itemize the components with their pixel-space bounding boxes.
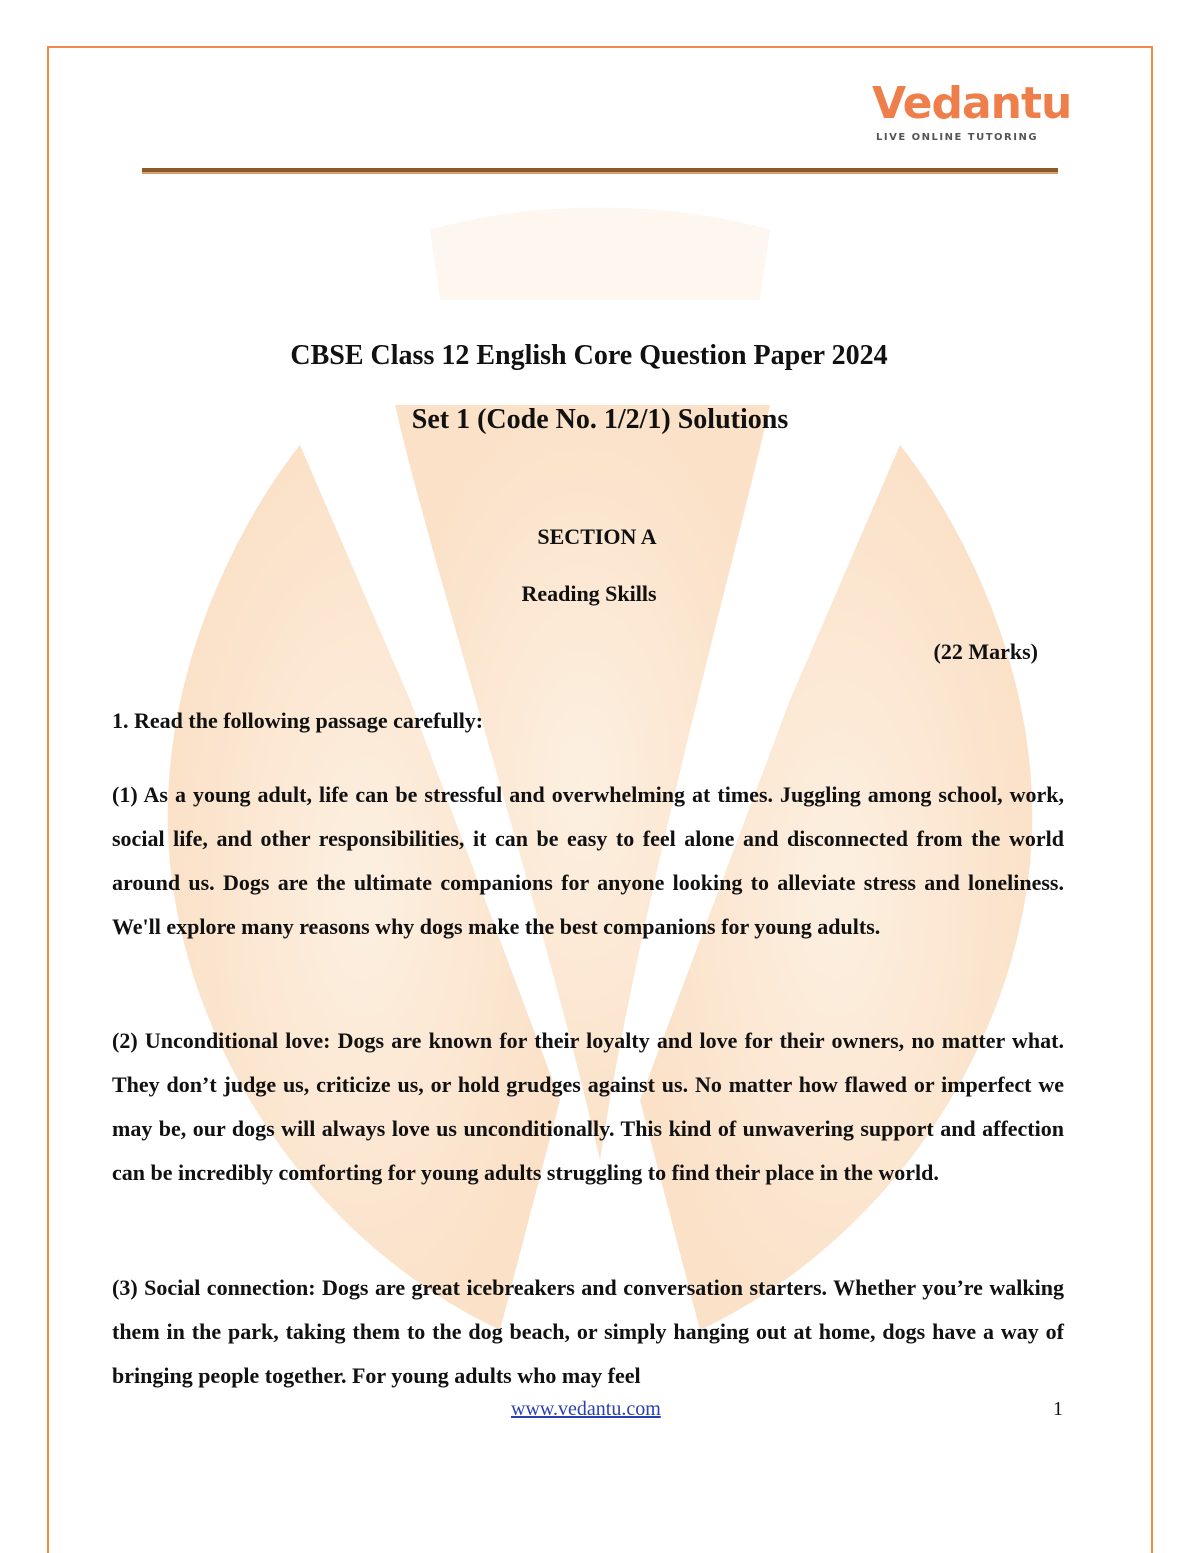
page-title: CBSE Class 12 English Core Question Paper 2024 — [290, 340, 888, 371]
passage-paragraph-1: (1) As a young adult, life can be stressful and overwhelming at times. Juggling among school, work, social life, and other responsibilities, it can be easy to feel alone and disconnected from the world around us. Dogs are the ultimate companions for anyone looking to alleviate stress and loneliness. We'll explore many reasons why dogs make the best companions for young adults. — [112, 782, 1064, 939]
passage-paragraph-3: (3) Social connection: Dogs are great icebreakers and conversation starters. Whether you’re walking them in the park, taking them to the dog beach, or simply hanging out at home, dogs have a way of bringing people together. For young adults who may feel — [112, 1275, 1064, 1388]
logo-tagline: LIVE ONLINE TUTORING — [876, 132, 1039, 143]
page-number: 1 — [1053, 1398, 1063, 1420]
section-heading: SECTION A — [537, 524, 657, 549]
footer-website-link[interactable]: www.vedantu.com — [511, 1398, 661, 1420]
vedantu-logo — [872, 78, 1072, 150]
watermark-top-arc — [430, 208, 770, 301]
passage-paragraph-2: (2) Unconditional love: Dogs are known for their loyalty and love for their owners, no matter what. They don’t judge us, criticize us, or hold grudges against us. No matter how flawed or imperfect we may be, our dogs will always love us unconditionally. This kind of unwavering support and affection can be incredibly comforting for young adults struggling to find their place in the world. — [112, 1028, 1064, 1185]
header-divider — [142, 168, 1058, 174]
question-prompt: 1. Read the following passage carefully: — [112, 708, 484, 733]
marks-label: (22 Marks) — [933, 639, 1038, 664]
section-subheading: Reading Skills — [521, 581, 657, 606]
logo-wordmark: Vedantu — [872, 78, 1072, 129]
page-subtitle: Set 1 (Code No. 1/2/1) Solutions — [411, 404, 789, 435]
